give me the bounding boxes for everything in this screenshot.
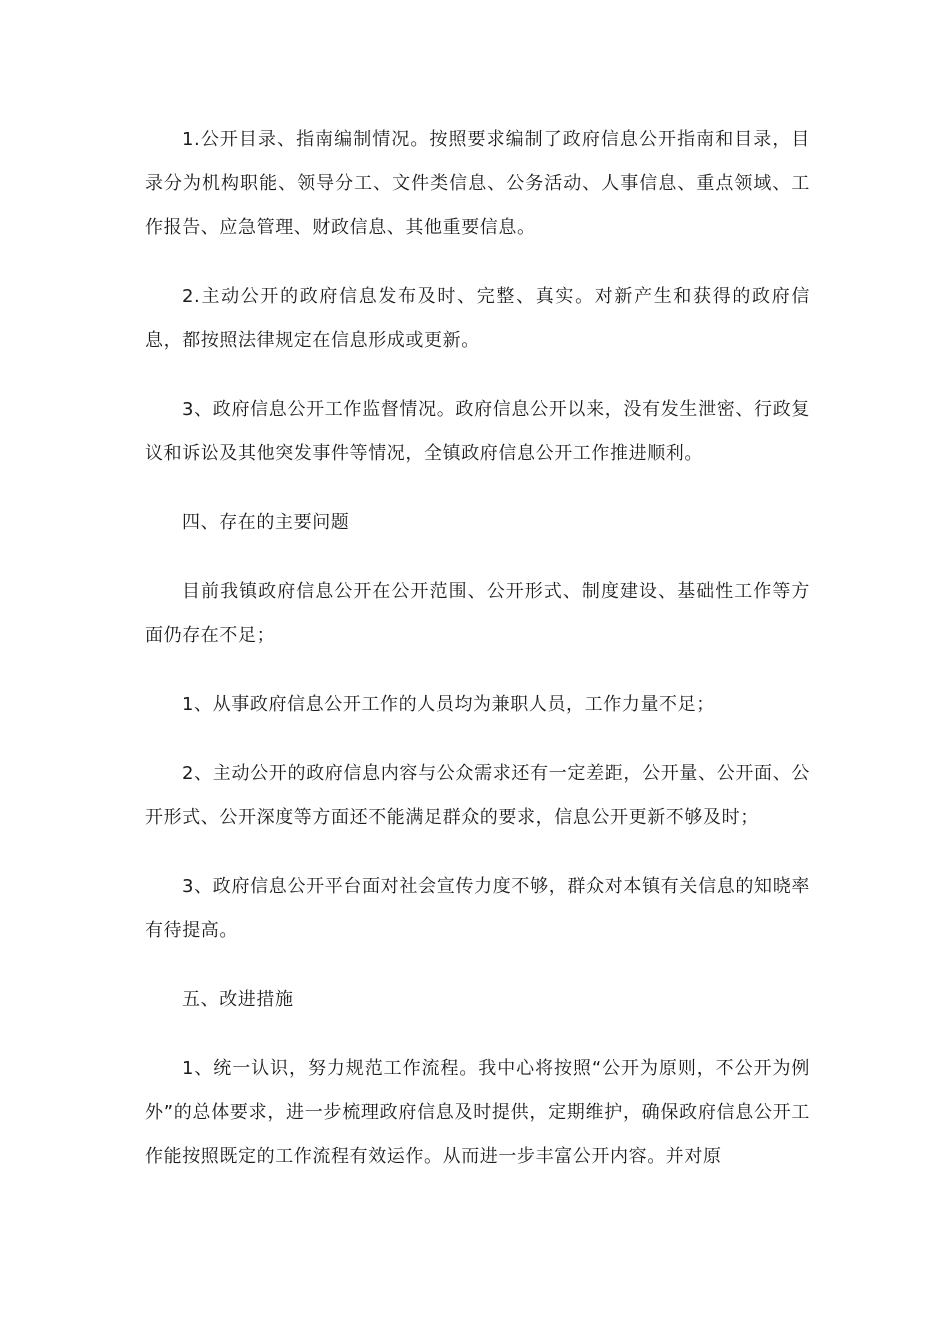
document-body [145, 118, 810, 1204]
paragraph-improvement-1: 1、统一认识，努力规范工作流程。我中心将按照“公开为原则，不公开为例外”的总体要求，进一步梳理政府信息及时提供，定期维护，确保政府信息公开工作能按照既定的工作流程有效运作。从而进一步丰富公开内容。并对原 [145, 1058, 810, 1167]
section-heading-improvements: 五、改进措施 [182, 989, 294, 1010]
paragraph-problem-1: 1、从事政府信息公开工作的人员均为兼职人员，工作力量不足； [182, 694, 715, 715]
paragraph-problem-2: 2、主动公开的政府信息内容与公众需求还有一定差距，公开量、公开面、公开形式、公开深度等方面还不能满足群众的要求，信息公开更新不够及时； [145, 763, 810, 828]
paragraph-problems-intro: 目前我镇政府信息公开在公开范围、公开形式、制度建设、基础性工作等方面仍存在不足； [145, 581, 810, 646]
paragraph-catalog-guide: 1.公开目录、指南编制情况。按照要求编制了政府信息公开指南和目录，目录分为机构职能、领导分工、文件类信息、公务活动、人事信息、重点领域、工作报告、应急管理、财政信息、其他重要信息。 [145, 129, 810, 238]
paragraph-supervision: 3、政府信息公开工作监督情况。政府信息公开以来，没有发生泄密、行政复议和诉讼及其他突发事件等情况，全镇政府信息公开工作推进顺利。 [145, 399, 810, 464]
paragraph-problem-3: 3、政府信息公开平台面对社会宣传力度不够，群众对本镇有关信息的知晓率有待提高。 [145, 876, 810, 941]
section-heading-problems: 四、存在的主要问题 [182, 512, 350, 533]
paragraph-active-disclosure: 2.主动公开的政府信息发布及时、完整、真实。对新产生和获得的政府信息，都按照法律规定在信息形成或更新。 [145, 286, 810, 351]
